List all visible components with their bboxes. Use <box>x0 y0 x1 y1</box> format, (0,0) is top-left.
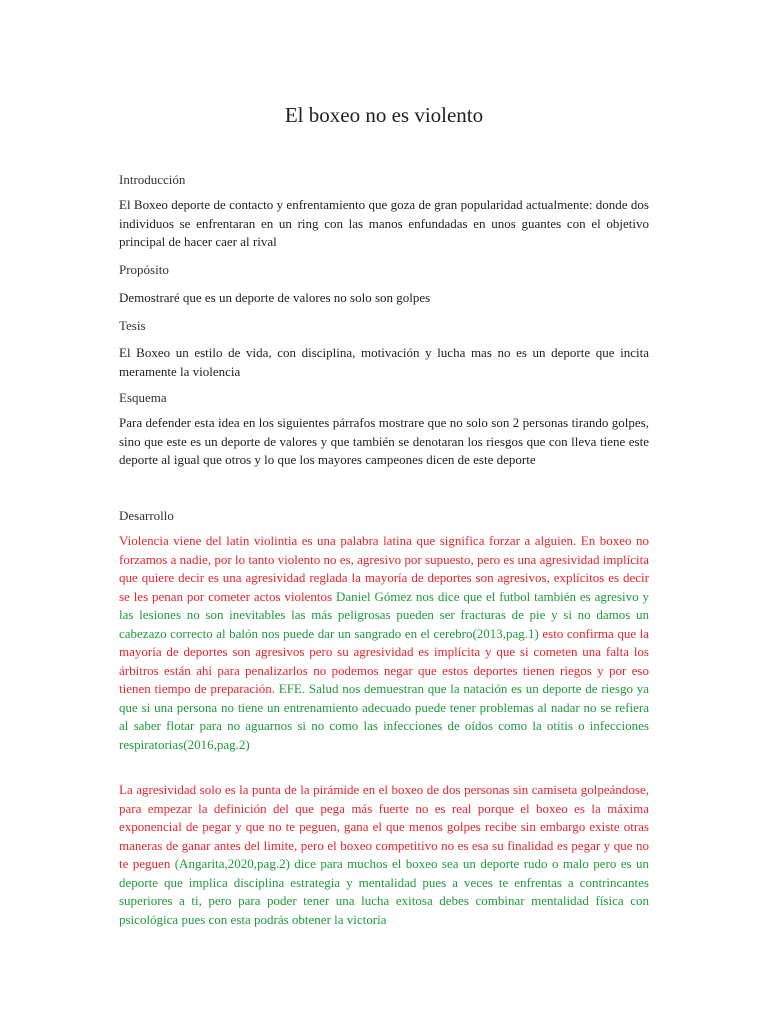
development-paragraph-2 <box>119 781 649 929</box>
heading-introduccion: Introducción <box>119 172 186 187</box>
heading-desarrollo: Desarrollo <box>119 508 174 523</box>
document-title: El boxeo no es violento <box>284 103 484 127</box>
dev1-citation-efe: EFE. Salud nos demuestran que la natación es un deporte de riesgo ya que si una persona no tiene un entrenamiento adecuado puede tener problemas al nadar no se refiera al saber flotar para no aguarnos si no como las infecciones de oídos como la otitis o infecciones respiratorias(2016,pag.2) <box>119 681 649 752</box>
dev1-citation-gomez: Daniel Gómez nos dice que el futbol también es agresivo y las lesiones no son inevitables las más peligrosas pueden ser fracturas de pie y si no damos un cabezazo correcto al balón nos puede dar un sangrado en el cerebro(2013,pag.1) <box>119 588 649 641</box>
dev1-text-red-1: Violencia viene del latin violintia es una palabra latina que significa forzar a alguien. En boxeo no forzamos a nadie, por lo tanto violento no es, agresivo por supuesto, pero es una agresividad implícita que quiere decir es una agresividad reglada la mayoría de deportes son agresivos, explícitos es decir se les penan por cometer actos violentos <box>119 533 649 604</box>
dev2-text-red-1: La agresividad solo es la punta de la pirámide en el boxeo de dos personas sin camiseta golpeándose, para empezar la definición del que pega más fuerte no es real porque el boxeo es la máxima exponencial de pegar y que no te peguen, gana el que menos golpes recibe sin embargo existe otras maneras de ganar antes del limite, pero el boxeo competitivo no es esa su finalidad es pegar y que no te peguen <box>119 782 649 871</box>
intro-paragraph: El Boxeo deporte de contacto y enfrentamiento que goza de gran popularidad actualmente: donde dos individuos se enfrentaran en un ring con las manos enfundadas en unos guantes con el objetivo principal de hacer caer al rival <box>119 197 649 249</box>
outline-paragraph: Para defender esta idea en los siguientes párrafos mostrare que no solo son 2 personas tirando golpes, sino que este es un deporte de valores y que también se denotaran los riesgos que con lleva tiene este deporte al igual que otros y lo que los mayores campeones dicen de este deporte <box>119 415 649 467</box>
thesis-paragraph: El Boxeo un estilo de vida, con disciplina, motivación y lucha mas no es un deporte que incita meramente la violencia <box>119 345 649 379</box>
heading-proposito: Propósito <box>119 262 169 277</box>
dev1-text-red-2: esto confirma que la mayoría de deportes son agresivos pero su agresividad es implícita y que si cometen una falta los árbitros están ahí para penalizarlos no podemos negar que estos deportes tienen riegos y por eso tienen tiempo de preparación. <box>119 625 649 696</box>
heading-tesis: Tesis <box>119 318 146 333</box>
purpose-paragraph: Demostraré que es un deporte de valores no solo son golpes <box>119 290 431 305</box>
development-paragraph-1 <box>119 532 649 754</box>
heading-esquema: Esquema <box>119 390 167 405</box>
dev2-citation-angarita: (Angarita,2020,pag.2) dice para muchos el boxeo sea un deporte rudo o malo pero es un deporte que implica disciplina estrategia y mentalidad pues a veces te enfrentas a contrincantes superiores a ti, pero para poder tener una lucha exitosa debes combinar mentalidad física con psicológica pues con esta podrás obtener la victoria <box>119 856 649 927</box>
